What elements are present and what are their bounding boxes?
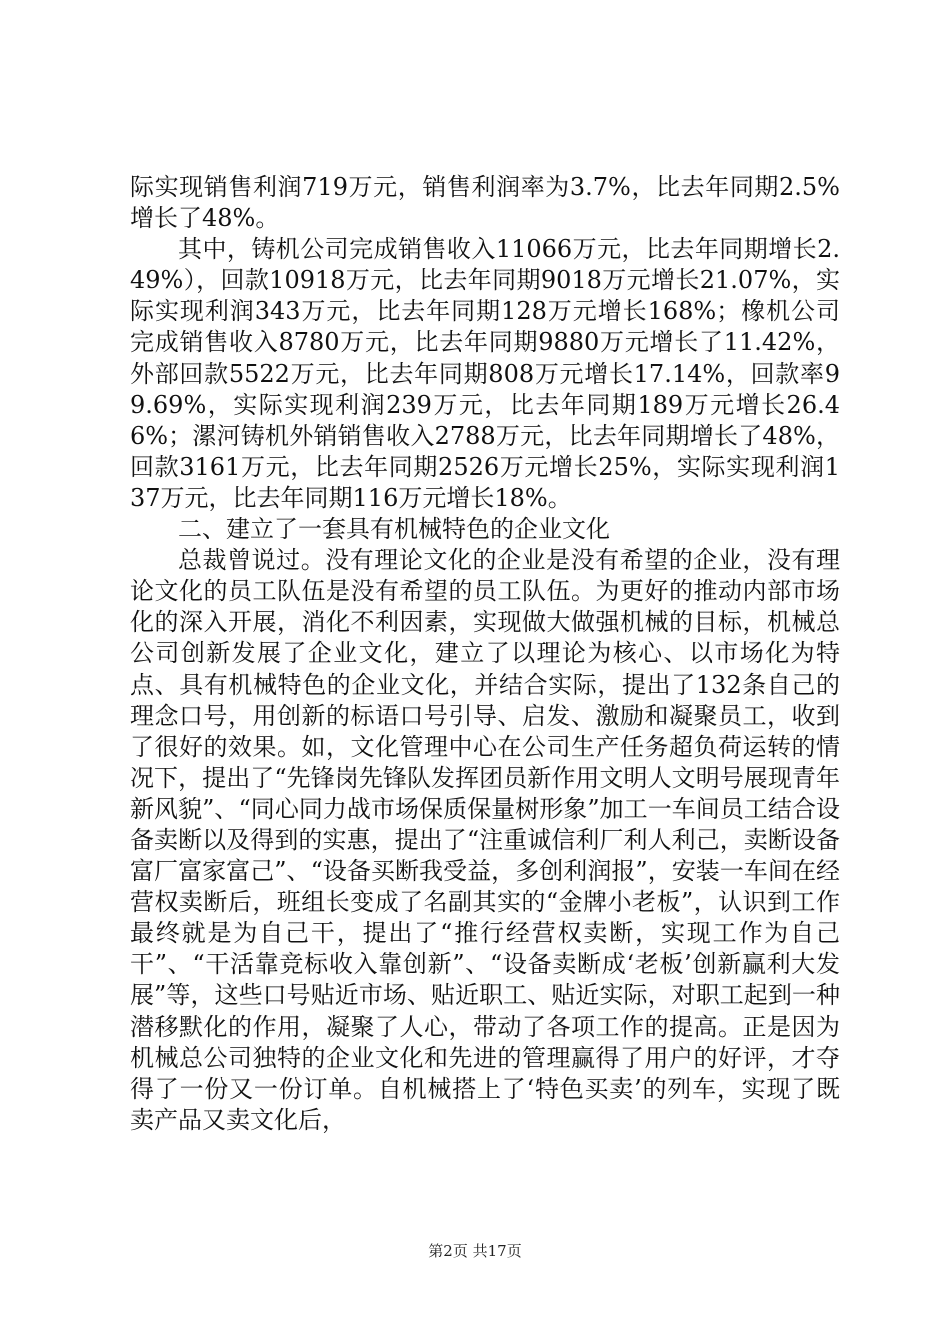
document-body (130, 172, 840, 1136)
section-heading-corporate-culture: 二、建立了一套具有机械特色的企业文化 (178, 515, 610, 544)
page-footer: 第2页 共17页 (428, 1242, 522, 1260)
paragraph-subsidiary-results: 其中，铸机公司完成销售收入11066万元，比去年同期增长2.49%），回款10918万元，比去年同期9018万元增长21.07%，实际实现利润343万元，比去年同期128万元增长168%；橡机公司完成销售收入8780万元，比去年同期9880万元增长了11.42%，外部回款5522万元，比去年同期808万元增长17.14%，回款率99.69%，实际实现利润239万元，比去年同期189万元增长26.46%；漯河铸机外销销售收入2788万元，比去年同期增长了48%，回款3161万元，比去年同期2526万元增长25%，实际实现利润137万元，比去年同期116万元增长18%。 (130, 235, 840, 512)
paragraph-profit-summary: 际实现销售利润719万元，销售利润率为3.7%，比去年同期2.5%增长了48%。 (130, 173, 840, 233)
paragraph-corporate-culture: 总裁曾说过。没有理论文化的企业是没有希望的企业，没有理论文化的员工队伍是没有希望的员工队伍。为更好的推动内部市场化的深入开展，消化不利因素，实现做大做强机械的目标，机械总公司创新发展了企业文化，建立了以理论为核心、以市场化为特点、具有机械特色的企业文化，并结合实际，提出了132条自己的理念口号，用创新的标语口号引导、启发、激励和凝聚员工，收到了很好的效果。如，文化管理中心在公司生产任务超负荷运转的情况下，提出了“先锋岗先锋队发挥团员新作用文明人文明号展现青年新风貌”、“同心同力战市场保质保量树形象”加工一车间员工结合设备卖断以及得到的实惠，提出了“注重诚信利厂利人利己，卖断设备富厂富家富己”、“设备买断我受益，多创利润报”，安装一车间在经营权卖断后，班组长变成了名副其实的“金牌小老板”，认识到工作最终就是为自己干，提出了“推行经营权卖断，实现工作为自己干”、“干活靠竞标收入靠创新”、“设备卖断成‘老板’创新赢利大发展”等，这些口号贴近市场、贴近职工、贴近实际，对职工起到一种潜移默化的作用，凝聚了人心，带动了各项工作的提高。正是因为机械总公司独特的企业文化和先进的管理赢得了用户的好评，才夺得了一份又一份订单。自机械搭上了‘特色买卖’的列车，实现了既卖产品又卖文化后， (130, 546, 840, 1134)
